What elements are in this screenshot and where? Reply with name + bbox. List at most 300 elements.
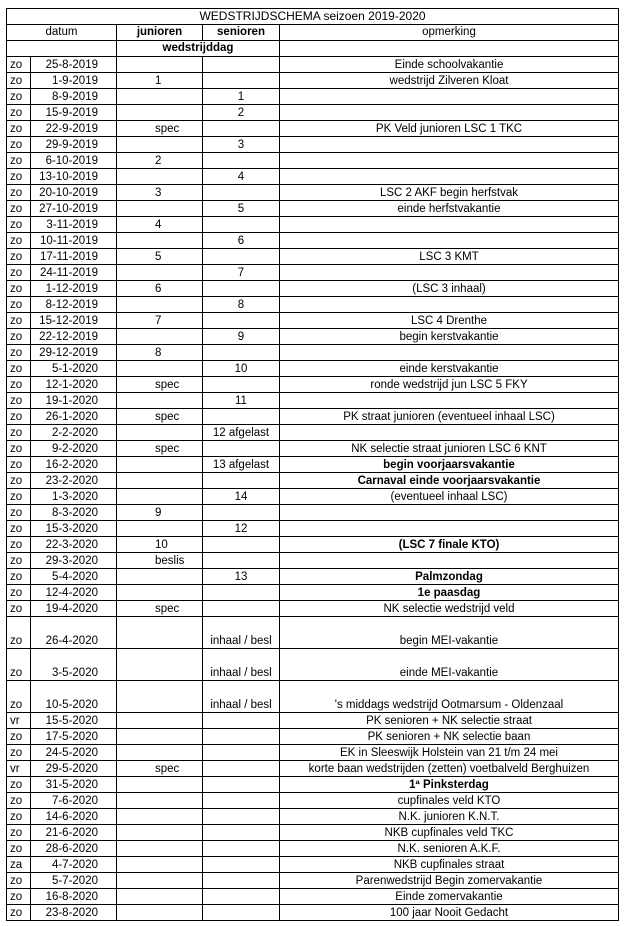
day-cell: zo: [7, 601, 31, 617]
header-senioren: senioren: [203, 25, 280, 41]
date-cell: 22-9-2019: [31, 121, 117, 137]
day-cell: zo: [7, 89, 31, 105]
opmerking-cell: (LSC 7 finale KTO): [280, 537, 619, 553]
date-cell: 26-1-2020: [31, 409, 117, 425]
senioren-cell: inhaal / besl: [203, 617, 280, 649]
senioren-cell: [203, 313, 280, 329]
table-row: [7, 713, 619, 729]
senioren-cell: [203, 745, 280, 761]
table-row: [7, 297, 619, 313]
senioren-cell: [203, 761, 280, 777]
opmerking-cell: [280, 233, 619, 249]
junioren-cell: [117, 393, 203, 409]
date-cell: 25-8-2019: [31, 57, 117, 73]
opmerking-cell: [280, 265, 619, 281]
date-cell: 13-10-2019: [31, 169, 117, 185]
junioren-cell: [117, 329, 203, 345]
opmerking-cell: Palmzondag: [280, 569, 619, 585]
table-row: [7, 89, 619, 105]
date-cell: 15-5-2020: [31, 713, 117, 729]
opmerking-cell: einde herfstvakantie: [280, 201, 619, 217]
table-row: [7, 617, 619, 649]
junioren-cell: [117, 521, 203, 537]
senioren-cell: [203, 793, 280, 809]
junioren-cell: [117, 905, 203, 921]
opmerking-cell: N.K. senioren A.K.F.: [280, 841, 619, 857]
opmerking-cell: 's middags wedstrijd Ootmarsum - Oldenzaal: [280, 681, 619, 713]
day-cell: zo: [7, 377, 31, 393]
junioren-cell: [117, 489, 203, 505]
date-cell: 26-4-2020: [31, 617, 117, 649]
senioren-cell: [203, 713, 280, 729]
day-cell: zo: [7, 121, 31, 137]
day-cell: zo: [7, 233, 31, 249]
table-row: [7, 521, 619, 537]
senioren-cell: [203, 377, 280, 393]
day-cell: zo: [7, 393, 31, 409]
junioren-cell: spec: [117, 121, 203, 137]
junioren-cell: [117, 841, 203, 857]
date-cell: 12-1-2020: [31, 377, 117, 393]
day-cell: zo: [7, 585, 31, 601]
junioren-cell: [117, 137, 203, 153]
junioren-cell: 9: [117, 505, 203, 521]
junioren-cell: 10: [117, 537, 203, 553]
senioren-cell: 1: [203, 89, 280, 105]
senioren-cell: [203, 409, 280, 425]
date-cell: 10-11-2019: [31, 233, 117, 249]
senioren-cell: [203, 537, 280, 553]
day-cell: zo: [7, 137, 31, 153]
opmerking-cell: NK selectie wedstrijd veld: [280, 601, 619, 617]
date-cell: 14-6-2020: [31, 809, 117, 825]
date-cell: 22-3-2020: [31, 537, 117, 553]
table-row: [7, 649, 619, 681]
junioren-cell: spec: [117, 441, 203, 457]
table-row: [7, 153, 619, 169]
table-row: [7, 121, 619, 137]
senioren-cell: inhaal / besl: [203, 681, 280, 713]
senioren-cell: [203, 281, 280, 297]
senioren-cell: [203, 441, 280, 457]
opmerking-cell: 1e paasdag: [280, 585, 619, 601]
opmerking-cell: EK in Sleeswijk Holstein van 21 t/m 24 mei: [280, 745, 619, 761]
senioren-cell: 13: [203, 569, 280, 585]
senioren-cell: [203, 473, 280, 489]
senioren-cell: [203, 889, 280, 905]
opmerking-cell: Einde zomervakantie: [280, 889, 619, 905]
junioren-cell: [117, 681, 203, 713]
day-cell: zo: [7, 169, 31, 185]
day-cell: vr: [7, 761, 31, 777]
senioren-cell: [203, 553, 280, 569]
junioren-cell: [117, 473, 203, 489]
opmerking-cell: (eventueel inhaal LSC): [280, 489, 619, 505]
opmerking-cell: PK senioren + NK selectie baan: [280, 729, 619, 745]
senioren-cell: [203, 73, 280, 89]
opmerking-cell: LSC 4 Drenthe: [280, 313, 619, 329]
day-cell: zo: [7, 201, 31, 217]
opmerking-cell: [280, 169, 619, 185]
opmerking-cell: 1ª Pinksterdag: [280, 777, 619, 793]
table-row: [7, 361, 619, 377]
opmerking-cell: [280, 553, 619, 569]
senioren-cell: [203, 249, 280, 265]
day-cell: zo: [7, 425, 31, 441]
senioren-cell: inhaal / besl: [203, 649, 280, 681]
opmerking-cell: [280, 505, 619, 521]
junioren-cell: 3: [117, 185, 203, 201]
junioren-cell: [117, 457, 203, 473]
senioren-cell: 5: [203, 201, 280, 217]
date-cell: 22-12-2019: [31, 329, 117, 345]
table-row: [7, 57, 619, 73]
table-row: [7, 313, 619, 329]
table-row: [7, 825, 619, 841]
day-cell: zo: [7, 617, 31, 649]
day-cell: zo: [7, 441, 31, 457]
table-row: [7, 489, 619, 505]
junioren-cell: [117, 201, 203, 217]
table-row: [7, 601, 619, 617]
date-cell: 3-5-2020: [31, 649, 117, 681]
table-row: [7, 905, 619, 921]
junioren-cell: 5: [117, 249, 203, 265]
opmerking-cell: ronde wedstrijd jun LSC 5 FKY: [280, 377, 619, 393]
table-row: [7, 329, 619, 345]
junioren-cell: [117, 361, 203, 377]
table-row: [7, 505, 619, 521]
junioren-cell: 2: [117, 153, 203, 169]
date-cell: 29-12-2019: [31, 345, 117, 361]
day-cell: zo: [7, 905, 31, 921]
date-cell: 5-7-2020: [31, 873, 117, 889]
opmerking-cell: wedstrijd Zilveren Kloat: [280, 73, 619, 89]
date-cell: 8-3-2020: [31, 505, 117, 521]
senioren-cell: [203, 585, 280, 601]
subheader-blank-right: [280, 41, 619, 57]
junioren-cell: 8: [117, 345, 203, 361]
date-cell: 15-12-2019: [31, 313, 117, 329]
day-cell: zo: [7, 745, 31, 761]
table-row: [7, 201, 619, 217]
day-cell: zo: [7, 681, 31, 713]
opmerking-cell: LSC 2 AKF begin herfstvak: [280, 185, 619, 201]
opmerking-cell: Carnaval einde voorjaarsvakantie: [280, 473, 619, 489]
table-row: [7, 185, 619, 201]
date-cell: 29-3-2020: [31, 553, 117, 569]
table-row: [7, 441, 619, 457]
day-cell: zo: [7, 57, 31, 73]
schedule-sheet: [6, 8, 619, 921]
table-row: [7, 761, 619, 777]
junioren-cell: [117, 793, 203, 809]
opmerking-cell: NKB cupfinales veld TKC: [280, 825, 619, 841]
junioren-cell: beslis: [117, 553, 203, 569]
senioren-cell: 13 afgelast: [203, 457, 280, 473]
opmerking-cell: [280, 521, 619, 537]
date-cell: 1-9-2019: [31, 73, 117, 89]
junioren-cell: [117, 649, 203, 681]
table-row: [7, 169, 619, 185]
date-cell: 19-4-2020: [31, 601, 117, 617]
date-cell: 5-1-2020: [31, 361, 117, 377]
date-cell: 8-9-2019: [31, 89, 117, 105]
table-row: [7, 585, 619, 601]
junioren-cell: [117, 809, 203, 825]
day-cell: zo: [7, 489, 31, 505]
junioren-cell: spec: [117, 601, 203, 617]
senioren-cell: [203, 217, 280, 233]
opmerking-cell: PK Veld junioren LSC 1 TKC: [280, 121, 619, 137]
day-cell: zo: [7, 281, 31, 297]
senioren-cell: [203, 185, 280, 201]
senioren-cell: [203, 777, 280, 793]
day-cell: zo: [7, 73, 31, 89]
table-row: [7, 537, 619, 553]
table-row: [7, 809, 619, 825]
header-wedstrijddag: wedstrijddag: [117, 41, 280, 57]
senioren-cell: 2: [203, 105, 280, 121]
senioren-cell: 12 afgelast: [203, 425, 280, 441]
header-opmerking: opmerking: [280, 25, 619, 41]
table-row: [7, 73, 619, 89]
day-cell: za: [7, 857, 31, 873]
date-cell: 16-8-2020: [31, 889, 117, 905]
table-row: [7, 377, 619, 393]
junioren-cell: [117, 617, 203, 649]
date-cell: 17-11-2019: [31, 249, 117, 265]
header-row: [7, 25, 619, 41]
day-cell: zo: [7, 185, 31, 201]
senioren-cell: [203, 57, 280, 73]
day-cell: zo: [7, 729, 31, 745]
day-cell: vr: [7, 713, 31, 729]
table-row: [7, 681, 619, 713]
senioren-cell: [203, 905, 280, 921]
day-cell: zo: [7, 153, 31, 169]
senioren-cell: [203, 505, 280, 521]
senioren-cell: [203, 857, 280, 873]
day-cell: zo: [7, 553, 31, 569]
day-cell: zo: [7, 361, 31, 377]
schedule-title: WEDSTRIJDSCHEMA seizoen 2019-2020: [7, 9, 619, 25]
date-cell: 23-8-2020: [31, 905, 117, 921]
day-cell: zo: [7, 825, 31, 841]
date-cell: 10-5-2020: [31, 681, 117, 713]
date-cell: 27-10-2019: [31, 201, 117, 217]
junioren-cell: 6: [117, 281, 203, 297]
subheader-row: [7, 41, 619, 57]
opmerking-cell: [280, 217, 619, 233]
date-cell: 6-10-2019: [31, 153, 117, 169]
table-row: [7, 137, 619, 153]
table-row: [7, 793, 619, 809]
table-row: [7, 345, 619, 361]
table-row: [7, 217, 619, 233]
table-row: [7, 729, 619, 745]
table-row: [7, 105, 619, 121]
date-cell: 31-5-2020: [31, 777, 117, 793]
date-cell: 17-5-2020: [31, 729, 117, 745]
day-cell: zo: [7, 265, 31, 281]
table-row: [7, 873, 619, 889]
header-junioren: junioren: [117, 25, 203, 41]
opmerking-cell: einde MEI-vakantie: [280, 649, 619, 681]
opmerking-cell: cupfinales veld KTO: [280, 793, 619, 809]
junioren-cell: 4: [117, 217, 203, 233]
senioren-cell: 4: [203, 169, 280, 185]
table-row: [7, 745, 619, 761]
day-cell: zo: [7, 777, 31, 793]
opmerking-cell: [280, 89, 619, 105]
junioren-cell: [117, 105, 203, 121]
opmerking-cell: [280, 425, 619, 441]
opmerking-cell: begin MEI-vakantie: [280, 617, 619, 649]
junioren-cell: spec: [117, 409, 203, 425]
date-cell: 15-9-2019: [31, 105, 117, 121]
opmerking-cell: [280, 137, 619, 153]
senioren-cell: 10: [203, 361, 280, 377]
junioren-cell: [117, 89, 203, 105]
opmerking-cell: Parenwedstrijd Begin zomervakantie: [280, 873, 619, 889]
junioren-cell: [117, 569, 203, 585]
title-row: [7, 9, 619, 25]
table-row: [7, 249, 619, 265]
junioren-cell: [117, 425, 203, 441]
day-cell: zo: [7, 793, 31, 809]
day-cell: zo: [7, 457, 31, 473]
table-row: [7, 569, 619, 585]
day-cell: zo: [7, 313, 31, 329]
junioren-cell: [117, 585, 203, 601]
day-cell: zo: [7, 473, 31, 489]
table-row: [7, 393, 619, 409]
day-cell: zo: [7, 105, 31, 121]
junioren-cell: [117, 729, 203, 745]
date-cell: 16-2-2020: [31, 457, 117, 473]
opmerking-cell: einde kerstvakantie: [280, 361, 619, 377]
opmerking-cell: Einde schoolvakantie: [280, 57, 619, 73]
junioren-cell: [117, 745, 203, 761]
day-cell: zo: [7, 809, 31, 825]
opmerking-cell: [280, 153, 619, 169]
table-row: [7, 857, 619, 873]
day-cell: zo: [7, 249, 31, 265]
date-cell: 19-1-2020: [31, 393, 117, 409]
opmerking-cell: LSC 3 KMT: [280, 249, 619, 265]
table-row: [7, 265, 619, 281]
opmerking-cell: [280, 393, 619, 409]
opmerking-cell: 100 jaar Nooit Gedacht: [280, 905, 619, 921]
table-row: [7, 841, 619, 857]
table-row: [7, 473, 619, 489]
junioren-cell: spec: [117, 761, 203, 777]
date-cell: 4-7-2020: [31, 857, 117, 873]
date-cell: 29-5-2020: [31, 761, 117, 777]
day-cell: zo: [7, 409, 31, 425]
day-cell: zo: [7, 505, 31, 521]
date-cell: 28-6-2020: [31, 841, 117, 857]
table-row: [7, 553, 619, 569]
date-cell: 12-4-2020: [31, 585, 117, 601]
junioren-cell: [117, 873, 203, 889]
junioren-cell: [117, 857, 203, 873]
opmerking-cell: [280, 297, 619, 313]
opmerking-cell: [280, 345, 619, 361]
junioren-cell: [117, 265, 203, 281]
junioren-cell: 1: [117, 73, 203, 89]
senioren-cell: [203, 873, 280, 889]
opmerking-cell: (LSC 3 inhaal): [280, 281, 619, 297]
junioren-cell: [117, 297, 203, 313]
date-cell: 21-6-2020: [31, 825, 117, 841]
day-cell: zo: [7, 297, 31, 313]
opmerking-cell: NKB cupfinales straat: [280, 857, 619, 873]
date-cell: 29-9-2019: [31, 137, 117, 153]
junioren-cell: spec: [117, 377, 203, 393]
junioren-cell: [117, 713, 203, 729]
opmerking-cell: PK senioren + NK selectie straat: [280, 713, 619, 729]
date-cell: 24-5-2020: [31, 745, 117, 761]
senioren-cell: 14: [203, 489, 280, 505]
day-cell: zo: [7, 345, 31, 361]
day-cell: zo: [7, 217, 31, 233]
day-cell: zo: [7, 889, 31, 905]
opmerking-cell: korte baan wedstrijden (zetten) voetbalveld Berghuizen: [280, 761, 619, 777]
subheader-blank-left: [7, 41, 117, 57]
table-row: [7, 281, 619, 297]
date-cell: 2-2-2020: [31, 425, 117, 441]
day-cell: zo: [7, 537, 31, 553]
date-cell: 5-4-2020: [31, 569, 117, 585]
table-row: [7, 889, 619, 905]
date-cell: 15-3-2020: [31, 521, 117, 537]
table-row: [7, 777, 619, 793]
date-cell: 1-3-2020: [31, 489, 117, 505]
senioren-cell: [203, 601, 280, 617]
date-cell: 1-12-2019: [31, 281, 117, 297]
day-cell: zo: [7, 329, 31, 345]
day-cell: zo: [7, 521, 31, 537]
senioren-cell: 6: [203, 233, 280, 249]
opmerking-cell: begin kerstvakantie: [280, 329, 619, 345]
date-cell: 7-6-2020: [31, 793, 117, 809]
opmerking-cell: begin voorjaarsvakantie: [280, 457, 619, 473]
date-cell: 3-11-2019: [31, 217, 117, 233]
day-cell: zo: [7, 841, 31, 857]
opmerking-cell: PK straat junioren (eventueel inhaal LSC): [280, 409, 619, 425]
table-row: [7, 425, 619, 441]
day-cell: zo: [7, 569, 31, 585]
table-row: [7, 457, 619, 473]
opmerking-cell: NK selectie straat junioren LSC 6 KNT: [280, 441, 619, 457]
junioren-cell: [117, 777, 203, 793]
date-cell: 8-12-2019: [31, 297, 117, 313]
senioren-cell: 9: [203, 329, 280, 345]
senioren-cell: 3: [203, 137, 280, 153]
junioren-cell: [117, 169, 203, 185]
senioren-cell: [203, 345, 280, 361]
senioren-cell: 8: [203, 297, 280, 313]
junioren-cell: [117, 825, 203, 841]
day-cell: zo: [7, 649, 31, 681]
senioren-cell: [203, 153, 280, 169]
date-cell: 20-10-2019: [31, 185, 117, 201]
header-datum: datum: [7, 25, 117, 41]
junioren-cell: [117, 889, 203, 905]
day-cell: zo: [7, 873, 31, 889]
